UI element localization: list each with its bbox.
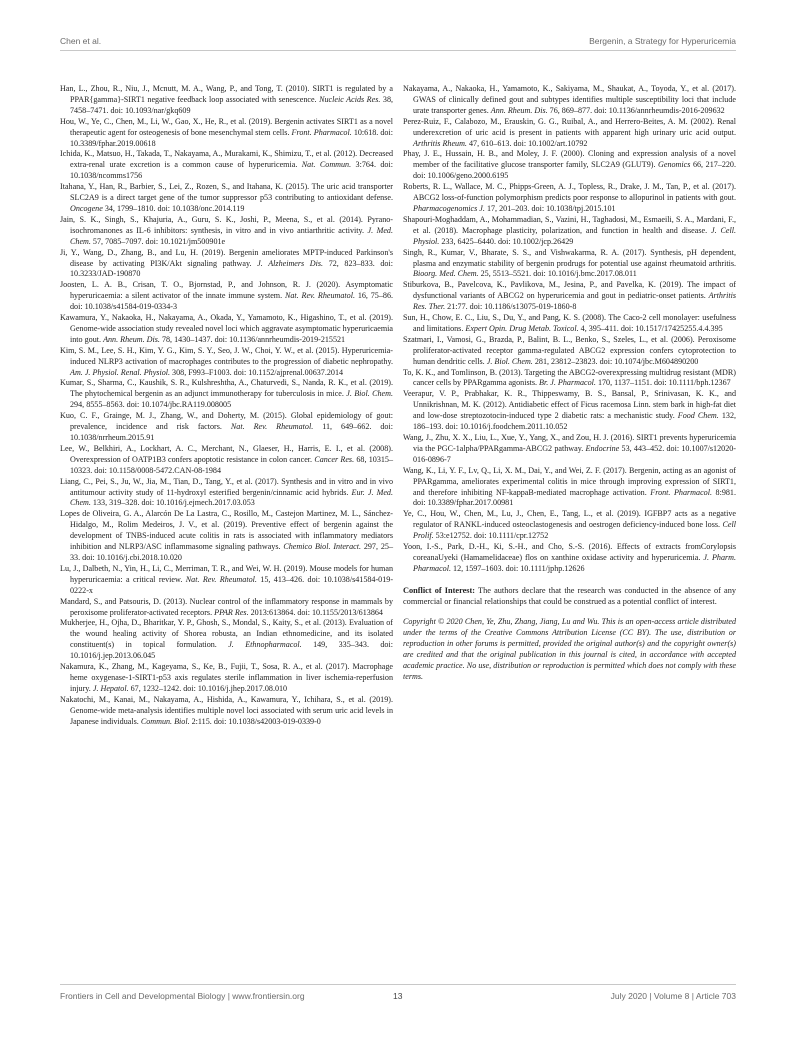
reference-doi: 66, 217–220. doi: 10.1006/geno.2000.6195 (413, 160, 736, 181)
reference-citation: Szatmari, I., Vamosi, G., Brazda, P., Balint, B. L., Benko, S., Szeles, L., et al. (2006). Peroxisome proliferator-activated receptor gamma-regulated ABCG2 expression confers cytoprotection to human dendritic cells. (403, 334, 736, 366)
reference-journal: Cell Prolif. (413, 520, 736, 541)
reference-doi: 34, 1799–1810. doi: 10.1038/onc.2014.119 (102, 203, 245, 213)
reference-citation: Joosten, L. A. B., Crisan, T. O., Bjornstad, P., and Johnson, R. J. (2020). Asymptomatic hyperuricaemia: a silent activator of the innate immune system. (60, 280, 393, 301)
reference-doi: 2:115. doi: 10.1038/s42003-019-0339-0 (189, 716, 321, 726)
reference-doi: 297, 25–33. doi: 10.1016/j.cbi.2018.10.020 (70, 542, 393, 562)
reference-entry (60, 346, 393, 379)
reference-entry (60, 182, 393, 215)
reference-entry (60, 597, 393, 619)
reference-journal: J. Med. Chem. (70, 225, 393, 246)
reference-doi: 15, 413–426. doi: 10.1038/s41584-019-0222-x (70, 574, 394, 595)
reference-doi: 11, 649–662. doi: 10.1038/nrrheum.2015.91 (70, 422, 393, 442)
reference-citation: Sun, H., Chow, E. C., Liu, S., Du, Y., and Pang, K. S. (2008). The Caco-2 cell monolayer: usefulness and limitations. (403, 313, 736, 333)
reference-doi: 53, 443–452. doi: 10.1007/s12020-016-0896-7 (413, 443, 736, 464)
reference-doi: 133, 319–328. doi: 10.1016/j.ejmech.2017.03.053 (90, 498, 255, 508)
reference-journal: J. Biol. Chem. (486, 356, 533, 366)
reference-journal: Ann. Rheum. Dis. (490, 105, 548, 115)
reference-doi: 12, 1597–1603. doi: 10.1111/jphp.12626 (451, 563, 585, 573)
reference-journal: Genomics (658, 160, 691, 170)
reference-entry (403, 368, 736, 390)
header-authors: Chen et al. (60, 36, 102, 46)
reference-journal: Nat. Commun. (301, 160, 352, 170)
reference-citation: Singh, R., Kumar, V., Bharate, S. S., and Vishwakarma, R. A. (2017). Synthesis, pH dependent, plasma and enzymatic stability of bergenin prodrugs for potential use against rheumatoid arthritis. (403, 247, 736, 268)
reference-doi: 149, 335–343. doi: 10.1016/j.jep.2013.06.045 (70, 640, 393, 661)
reference-citation: Wang, J., Zhu, X. X., Liu, L., Xue, Y., Yang, X., and Zou, H. J. (2016). SIRT1 prevents hyperuricemia via the PGC-1alpha/PPARgamma-ABCG2 pathway. (403, 433, 736, 453)
reference-doi: 72, 823–833. doi: 10.3233/JAD-190870 (70, 258, 393, 279)
reference-citation: Phay, J. E., Hussain, H. B., and Moley, J. F. (2000). Cloning and expression analysis of a novel member of the facilitative glucose transporter family, SLC2A9 (GLUT9). (403, 149, 736, 170)
reference-doi: 38, 7458–7471. doi: 10.1093/nar/gkq609 (70, 94, 394, 115)
reference-citation: Ichida, K., Matsuo, H., Takada, T., Nakayama, A., Murakami, K., Shimizu, T., et al. (2012). Decreased extra-renal urate excretion is a common cause of hyperuricemia. (60, 149, 393, 170)
reference-citation: Ji, Y., Wang, D., Zhang, B., and Lu, H. (2019). Bergenin ameliorates MPTP-induced Parkinson's disease by activating PI3K/Akt signaling pathway. (60, 247, 393, 268)
reference-doi: 8:981. doi: 10.3389/fphar.2017.00981 (413, 487, 736, 508)
reference-citation: Yoon, I.-S., Park, D.-H., Ki, S.-H., and Cho, S.-S. (2016). Effects of extracts fromCorylopsis coreanaUyeki (Hamamelidaceae) flos on xanthine oxidase activity and hyperuricemia. (403, 542, 736, 562)
reference-doi: 16, 75–86. doi: 10.1038/s41584-019-0334-3 (70, 291, 394, 312)
reference-citation: Lee, W., Belkhiri, A., Lockhart, A. C., Merchant, N., Glaeser, H., Harris, E. I., et al. (2008). Overexpression of OATP1B3 confers apoptotic resistance in colon cancer. (60, 443, 393, 464)
reference-doi: 17, 201–203. doi: 10.1038/tpj.2015.101 (484, 203, 616, 213)
reference-doi: 233, 6425–6440. doi: 10.1002/jcp.26429 (439, 236, 574, 246)
reference-entry (403, 466, 736, 510)
reference-entry (60, 248, 393, 281)
reference-citation: Roberts, R. L., Wallace, M. C., Phipps-Green, A. J., Topless, R., Drake, J. M., Tan, P., et al. (2017). ABCG2 loss-of-function polymorphism predicts poor response to allopurinol in patients with gout. (403, 182, 736, 203)
reference-journal: J. Pharm. Pharmacol. (413, 552, 737, 573)
conflict-of-interest (403, 585, 736, 607)
reference-journal: J. Cell. Physiol. (413, 225, 736, 246)
reference-journal: Bioorg. Med. Chem. (413, 269, 479, 279)
reference-doi: 47, 610–613. doi: 10.1002/art.10792 (466, 138, 588, 148)
reference-entry (403, 509, 736, 542)
reference-doi: 21:77. doi: 10.1186/s13075-019-1860-8 (445, 302, 577, 312)
reference-doi: 10:618. doi: 10.3389/fphar.2019.00618 (70, 127, 393, 148)
reference-doi: 2013:613864. doi: 10.1155/2013/613864 (248, 607, 383, 617)
reference-journal: Ann. Rheum. Dis. (103, 334, 160, 344)
reference-journal: Commun. Biol. (140, 716, 190, 726)
reference-entry (60, 280, 393, 313)
reference-entry (60, 444, 393, 477)
reference-citation: Itahana, Y., Han, R., Barbier, S., Lei, Z., Rozen, S., and Itahana, K. (2015). The uric acid transporter SLC2A9 is a direct target gene of the tumor suppressor p53 contributing to antioxidant defense. (60, 182, 393, 203)
page-number: 13 (393, 991, 403, 1001)
reference-entry (403, 433, 736, 466)
footer-issue: July 2020 | Volume 8 | Article 703 (610, 991, 736, 1001)
reference-journal: J. Hepatol. (92, 683, 129, 693)
reference-journal: Front. Pharmacol. (650, 487, 712, 497)
footer-journal: Frontiers in Cell and Developmental Biology | www.frontiersin.org (60, 991, 305, 1001)
reference-journal: Nat. Rev. Rheumatol. (284, 291, 355, 301)
reference-doi: 53:e12752. doi: 10.1111/cpr.12752 (433, 531, 549, 541)
reference-entry (60, 215, 393, 248)
reference-entry (60, 313, 393, 346)
reference-journal: J. Alzheimers Dis. (257, 258, 324, 268)
reference-citation: Kumar, S., Sharma, C., Kaushik, S. R., Kulshreshtha, A., Chaturvedi, S., Nanda, R. K., et al. (2019). The phytochemical bergenin as an adjunct immunotherapy for tuberculosis in mice. (60, 378, 393, 399)
reference-entry (60, 477, 393, 510)
reference-entry (403, 117, 736, 150)
reference-citation: Mukherjee, H., Ojha, D., Bharitkar, Y. P., Ghosh, S., Mondal, S., Kaity, S., et al. (2013). Evaluation of the wound healing activity of Shorea robusta, an Indian ethnomedicine, and its isolated constituent(s) in topical formulation. (60, 618, 393, 650)
reference-doi: 68, 10315–10323. doi: 10.1158/0008-5472.CAN-08-1984 (70, 454, 394, 475)
reference-doi: 25, 5513–5521. doi: 10.1016/j.bmc.2017.08.011 (478, 269, 637, 279)
reference-citation: Perez-Ruiz, F., Calabozo, M., Erauskin, G. G., Ruibal, A., and Herrero-Beites, A. M. (2002). Renal underexcretion of uric acid is present in patients with apparent high urinary uric acid output. (403, 116, 736, 137)
reference-journal: Arthritis Res. Ther. (413, 291, 736, 312)
reference-journal: Nat. Rev. Rheumatol. (185, 574, 257, 584)
reference-journal: Arthritis Rheum. (413, 138, 467, 148)
reference-journal: Nucleic Acids Res. (319, 94, 381, 104)
reference-journal: J. Ethnopharmacol. (228, 640, 302, 650)
reference-journal: Food Chem. (677, 411, 719, 421)
reference-entry (60, 84, 393, 117)
reference-journal: Cancer Res. (314, 454, 355, 464)
reference-citation: Kuo, C. F., Grainge, M. J., Zhang, W., and Doherty, M. (2015). Global epidemiology of gout: prevalence, incidence and risk factors. (60, 411, 393, 432)
reference-citation: Lu, J., Dalbeth, N., Yin, H., Li, C., Merriman, T. R., and Wei, W. H. (2019). Mouse models for human hyperuricaemia: a critical review. (60, 563, 393, 584)
reference-citation: Wang, K., Li, Y. F., Lv, Q., Li, X. M., Dai, Y., and Wei, Z. F. (2017). Bergenin, acting as an agonist of PPARgamma, ameliorates experimental colitis in mice through improving expression of SIRT1, and therefore inhibiting NF-kappaB-mediated macrophage activation. (403, 465, 736, 497)
reference-journal: Chemico Biol. Interact. (283, 542, 361, 552)
reference-citation: To, K. K., and Tomlinson, B. (2013). Targeting the ABCG2-overexpressing multidrug resistant (MDR) cancer cells by PPARgamma agonists. (403, 367, 736, 388)
reference-citation: Kim, S. M., Lee, S. H., Kim, Y. G., Kim, S. Y., Seo, J. W., Choi, Y. W., et al. (2015). Hyperuricemia-induced NLRP3 activation of macrophages contributes to the progression of diabetic nephropathy. (60, 345, 393, 366)
reference-citation: Nakamura, K., Zhang, M., Kageyama, S., Ke, B., Fujii, T., Sosa, R. A., et al. (2017). Macrophage heme oxygenase-1-SIRT1-p53 axis regulates sterile inflammation in liver ischemia-reperfusion injury. (60, 662, 393, 693)
reference-citation: Nakatochi, M., Kanai, M., Nakayama, A., Hishida, A., Kawamura, Y., Ichihara, S., et al. (2019). Genome-wide meta-analysis identifies multiple novel loci associated with serum uric acid levels in Japanese individuals. (60, 694, 393, 726)
reference-entry (403, 313, 736, 335)
reference-entry (403, 542, 736, 575)
reference-doi: 4, 395–411. doi: 10.1517/17425255.4.4.395 (578, 323, 723, 333)
reference-entry (60, 662, 393, 695)
reference-citation: Mandard, S., and Patsouris, D. (2013). Nuclear control of the inflammatory response in mammals by peroxisome proliferator-activated receptors. (60, 596, 393, 617)
reference-journal: Br. J. Pharmacol. (539, 378, 596, 388)
reference-journal: PPAR Res. (214, 607, 249, 617)
footer-rule (60, 984, 736, 985)
reference-entry (403, 335, 736, 368)
reference-citation: Jain, S. K., Singh, S., Khajuria, A., Guru, S. K., Joshi, P., Meena, S., et al. (2014). Pyrano-isochromanones as IL-6 inhibitors: synthesis, in vitro and in vivo antiarthritic activity. (60, 214, 393, 235)
reference-doi: 308, F993–F1003. doi: 10.1152/ajprenal.00637.2014 (170, 367, 344, 377)
reference-doi: 132, 186–193. doi: 10.1016/j.foodchem.2011.10.052 (413, 411, 737, 432)
reference-citation: Hou, W., Ye, C., Chen, M., Li, W., Gao, X., He, R., et al. (2019). Bergenin activates SIRT1 as a novel therapeutic agent for osteogenesis of bone mesenchymal stem cells. (60, 116, 393, 137)
reference-citation: Kawamura, Y., Nakaoka, H., Nakayama, A., Okada, Y., Yamamoto, K., Higashino, T., et al. (2019). Genome-wide association study revealed novel loci which aggravate asymptomatic hyperuricaemia into gout. (60, 313, 393, 344)
reference-journal: Oncogene (70, 203, 103, 213)
reference-journal: Am. J. Physiol. Renal. Physiol. (70, 367, 171, 377)
reference-citation: Lopes de Oliveira, G. A., Alarcón De La Lastra, C., Rosillo, M., Castejon Martinez, M. L., Sánchez-Hidalgo, M., Rolim Medeiros, J. V., et al. (2019). Preventive effect of bergenin against the development of TNBS-induced acute colitis in rats is associated with inflammatory mediators inhibition and NLRP3/ASC inflammasome signaling pathways. (60, 509, 393, 552)
reference-journal: Front. Pharmacol. (291, 127, 352, 137)
reference-entry (60, 378, 393, 411)
reference-citation: Liang, C., Pei, S., Ju, W., Jia, M., Tian, D., Tang, Y., et al. (2017). Synthesis and in vitro and in vivo antitumour activity study of 11-hydroxyl esterified bergenin/cinnamic acid hybrids. (60, 476, 393, 497)
reference-entry (403, 389, 736, 433)
conflict-label: Conflict of Interest: (403, 585, 476, 595)
reference-entry (60, 564, 393, 597)
reference-journal: Nat. Rev. Rheumatol. (230, 422, 314, 432)
conflict-text: The authors declare that the research was conducted in the absence of any commercial or financial relationships that could be construed as a potential conflict of interest. (403, 585, 736, 606)
reference-doi: 294, 8555–8563. doi: 10.1074/jbc.RA119.008005 (70, 400, 232, 410)
reference-doi: 67, 1232–1242. doi: 10.1016/j.jhep.2017.08.010 (128, 683, 288, 693)
reference-entry (403, 280, 736, 313)
reference-entry (403, 248, 736, 281)
reference-citation: Stiburkova, B., Pavelcova, K., Pavlikova, M., Jesina, P., and Pavelka, K. (2019). The impact of dysfunctional variants of ABCG2 on hyperuricemia and gout in pediatric-onset patients. (403, 280, 736, 301)
running-header (60, 36, 736, 46)
reference-entry (60, 117, 393, 150)
reference-entry (403, 149, 736, 182)
reference-citation: Nakayama, A., Nakaoka, H., Yamamoto, K., Sakiyama, M., Shaukat, A., Toyoda, Y., et al. (2017). GWAS of clinically defined gout and subtypes identifies multiple susceptibility loci that include urate transporter genes. (403, 84, 736, 115)
reference-citation: Shapouri-Moghaddam, A., Mohammadian, S., Vazini, H., Taghadosi, M., Esmaeili, S. A., Mardani, F., et al. (2018). Macrophage plasticity, polarization, and function in health and disease. (403, 214, 736, 235)
reference-columns (60, 84, 736, 727)
reference-citation: Ye, C., Hou, W., Chen, M., Lu, J., Chen, E., Tang, L., et al. (2019). IGFBP7 acts as a negative regulator of RANKL-induced osteoclastogenesis and oestrogen deficiency-induced bone loss. (403, 509, 736, 530)
reference-entry (60, 509, 393, 564)
reference-journal: Pharmacogenomics J. (413, 203, 485, 213)
reference-entry (60, 618, 393, 662)
copyright-notice: Copyright © 2020 Chen, Ye, Zhu, Zhang, Jiang, Lu and Wu. This is an open-access article distributed under the terms of the Creative Commons Attribution License (CC BY). The use, distribution or reproduction in other forums is permitted, provided the original author(s) and the copyright owner(s) are credited and that the original publication in this journal is cited, in accordance with accepted academic practice. No use, distribution or reproduction is permitted which does not comply with these terms. (403, 617, 736, 682)
reference-doi: 78, 1430–1437. doi: 10.1136/annrheumdis-2019-215521 (159, 334, 346, 344)
reference-journal: Eur. J. Med. Chem. (70, 487, 393, 508)
header-short-title: Bergenin, a Strategy for Hyperuricemia (589, 36, 736, 46)
reference-doi: 170, 1137–1151. doi: 10.1111/bph.12367 (595, 378, 731, 388)
reference-entry (403, 215, 736, 248)
right-reference-list (403, 84, 736, 575)
reference-doi: 57, 7085–7097. doi: 10.1021/jm500901e (90, 236, 226, 246)
reference-journal: Endocrine (585, 443, 620, 453)
reference-journal: Expert Opin. Drug Metab. Toxicol. (465, 323, 579, 333)
reference-entry (60, 149, 393, 182)
reference-doi: 76, 869–877. doi: 10.1136/annrheumdis-2016-209632 (547, 105, 725, 115)
left-column (60, 84, 393, 727)
reference-entry (60, 695, 393, 728)
reference-entry (403, 182, 736, 215)
reference-doi: 281, 23812–23823. doi: 10.1074/jbc.M604890200 (532, 356, 699, 366)
reference-doi: 3:764. doi: 10.1038/ncomms1756 (70, 160, 393, 181)
right-column (403, 84, 736, 727)
reference-citation: Han, L., Zhou, R., Niu, J., Mcnutt, M. A., Wang, P., and Tong, T. (2010). SIRT1 is regulated by a PPAR{gamma}-SIRT1 negative feedback loop associated with senescence. (60, 84, 393, 104)
reference-journal: J. Biol. Chem. (346, 389, 393, 399)
reference-entry (403, 84, 736, 117)
reference-citation: Veerapur, V. P., Prabhakar, K. R., Thippeswamy, B. S., Bansal, P., Srinivasan, K. K., and Unnikrishnan, M. K. (2012). Antidiabetic effect of Ficus racemosa Linn. stem bark in high-fat diet and low-dose streptozotocin-induced type 2 diabetic rats: a mechanistic study. (403, 389, 736, 421)
reference-entry (60, 411, 393, 444)
header-rule (60, 50, 736, 51)
